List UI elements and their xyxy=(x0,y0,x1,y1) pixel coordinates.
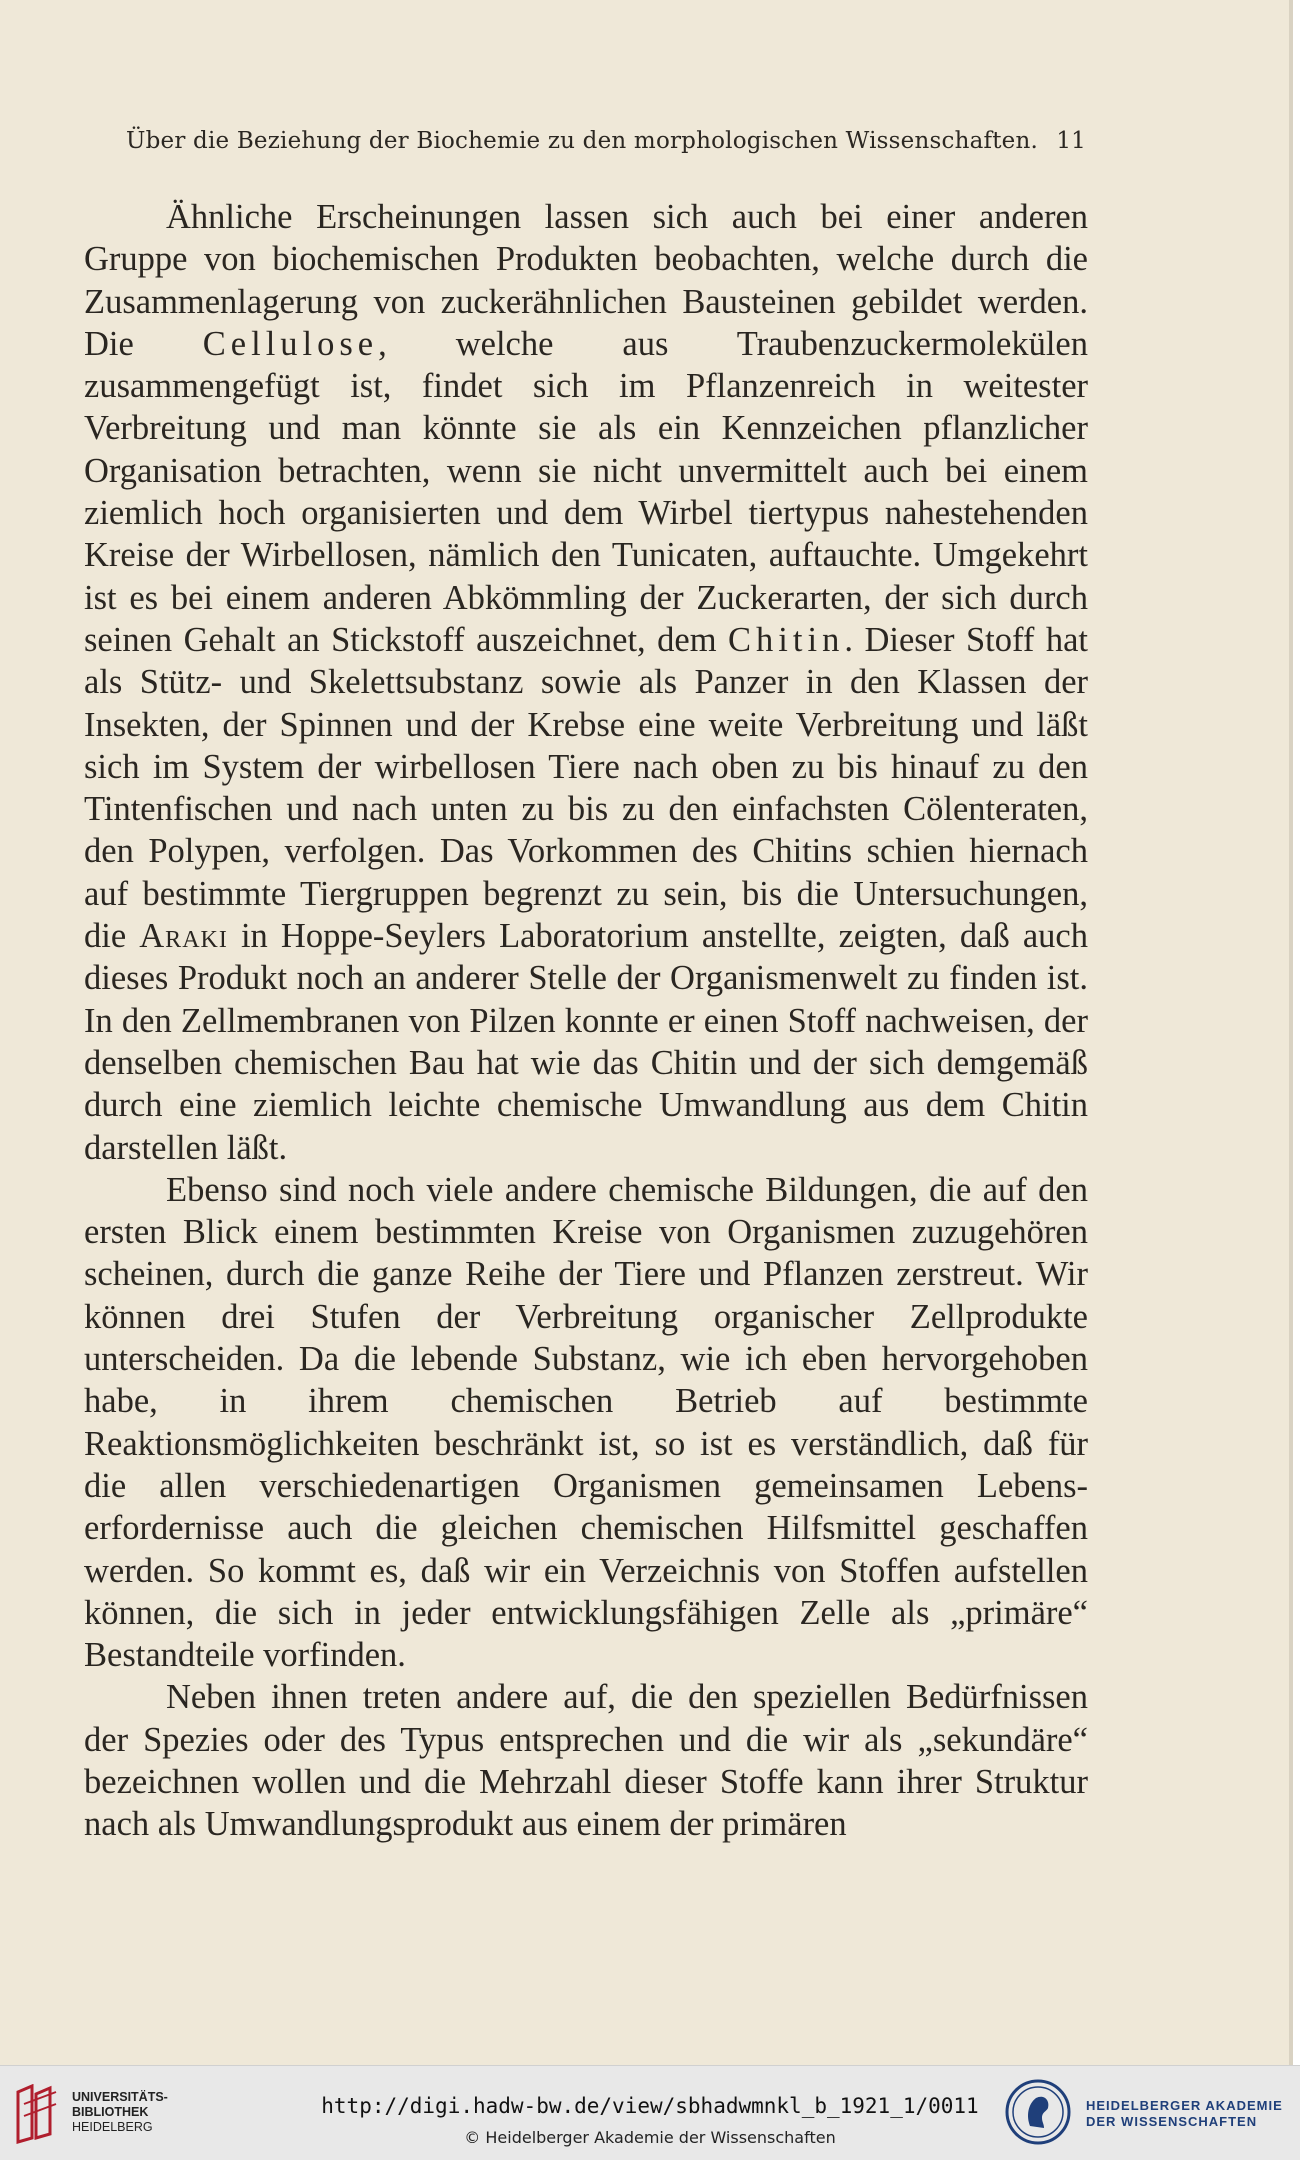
spaced-term-cellulose: Cellulose xyxy=(202,324,379,363)
paragraph-1: Ähnliche Erscheinungen lassen sich auch bei einer anderen Gruppe von biochemischen Produkten beobachten, welche durch die Zusammenlagerung von zuckerähnlichen Bausteinen gebildet werden. Die Cellulose, welche aus Traubenzuckermolekülen zusammengefügt ist, findet sich im Pflanzenreich in weitester Verbreitung und man könnte sie als ein Kennzeichen pflanzlicher Organisation betrachten, wenn sie nicht unvermittelt auch bei einem ziemlich hoch organisierten und dem Wirbel tiertypus nahestehenden Kreise der Wirbellosen, nämlich den Tunicaten, auftauchte. Umgekehrt ist es bei einem anderen Abkömmling der Zuckerarten, der sich durch seinen Gehalt an Stickstoff auszeichnet, dem Chitin. Dieser Stoff hat als Stütz- und Skelettsubstanz sowie als Panzer in den Klassen der Insekten, der Spinnen und der Krebse eine weite Verbreitung und läßt sich im System der wirbellosen Tiere nach oben zu bis hinauf zu den Tintenfischen und nach unten zu bis zu den einfachsten Cölenteraten, den Polypen, verfolgen. Das Vorkommen des Chitins schien hiernach auf bestimmte Tiergruppen begrenzt zu sein, bis die Untersuchungen, die Araki in Hoppe-Seylers Laboratorium anstellte, zeigten, daß auch dieses Produkt noch an anderer Stelle der Organismenwelt zu finden ist. In den Zellmembranen von Pilzen konnte er einen Stoff nachweisen, der denselben chemischen Bau hat wie das Chitin und der sich demgemäß durch eine ziemlich leichte chemische Umwandlung aus dem Chitin darstellen läßt. xyxy=(84,198,1088,1167)
academy-name: HEIDELBERGER AKADEMIE DER WISSENSCHAFTEN xyxy=(1086,2098,1283,2129)
footer-bar xyxy=(0,2065,1300,2160)
spaced-term-chitin: Chitin xyxy=(728,620,845,659)
paragraph-3: Neben ihnen treten andere auf, die den speziellen Bedürfnissen der Spezies oder des Typus entsprechen und die wir als „sekundäre“ bezeichnen wollen und die Mehrzahl dieser Stoffe kann ihrer Struktur nach als Umwandlungsprodukt aus einem der primären xyxy=(84,1678,1088,1844)
copyright-notice: © Heidelberger Akademie der Wissenschaften xyxy=(464,2128,836,2147)
library-name: UNIVERSITÄTS- BIBLIOTHEK HEIDELBERG xyxy=(72,2090,168,2134)
permalink-url[interactable]: http://digi.hadw-bw.de/view/sbhadwmnkl_b_1921_1/0011 xyxy=(321,2094,979,2118)
running-title: Über die Beziehung der Biochemie zu den morphologischen Wissenschaften. xyxy=(126,128,1039,154)
hadw-seal-icon xyxy=(1004,2078,1072,2146)
paragraph-2: Ebenso sind noch viele andere chemische Bildungen, die auf den ersten Blick einem bestimmten Kreise von Organismen zuzugehören scheinen, durch die ganze Reihe der Tiere und Pflanzen zerstreut. Wir können drei Stufen der Verbreitung organischer Zellprodukte unterscheiden. Da die lebende Substanz, wie ich eben hervorgehoben habe, in ihrem chemischen Betrieb auf bestimmte Reaktionsmöglichkeiten beschränkt ist, so ist es verständlich, daß für die allen verschiedenartigen Organismen gemeinsamen Lebenserfordernisse auch die gleichen chemischen Hilfsmittel geschaffen werden. So kommt es, daß wir ein Verzeichnis von Stoffen aufstellen können, die sich in jeder entwicklungsfähigen Zelle als „primäre“ Bestandteile vorfinden. xyxy=(84,1170,1088,1675)
page-number: 11 xyxy=(1056,128,1086,154)
running-head xyxy=(126,128,1086,154)
author-name-araki: Araki xyxy=(139,917,228,956)
body-text xyxy=(84,196,1088,1846)
